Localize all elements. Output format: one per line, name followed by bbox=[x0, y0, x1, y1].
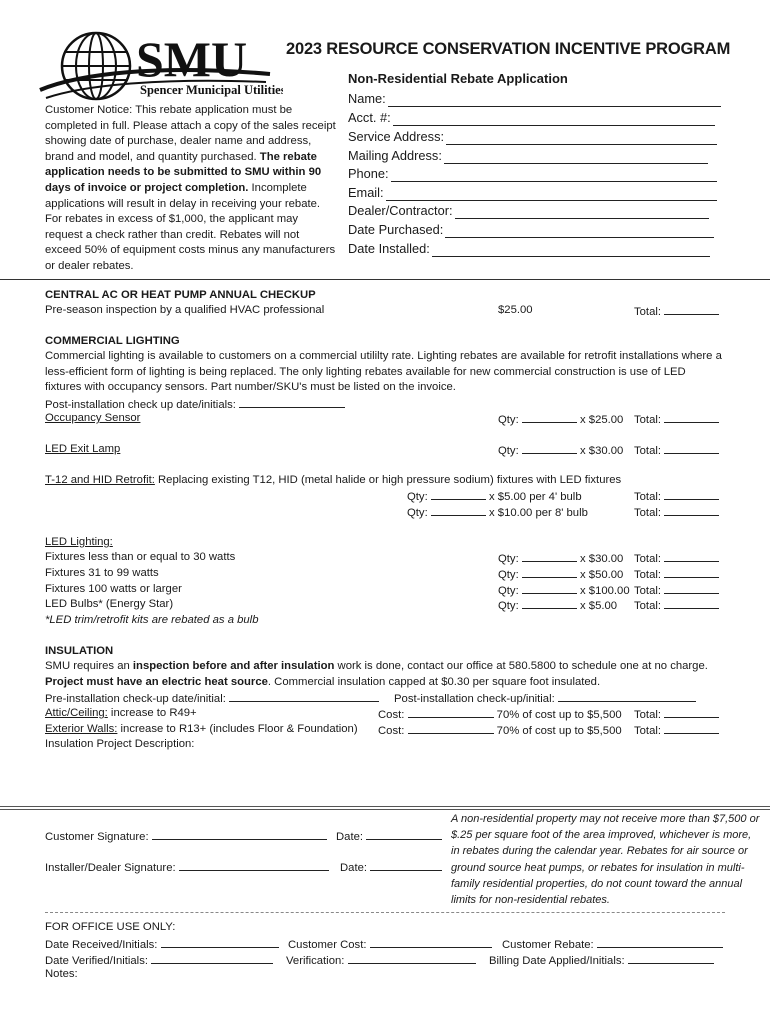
qty-input-line[interactable] bbox=[431, 504, 486, 516]
customer-cost-line[interactable] bbox=[370, 936, 492, 948]
walls-label: Exterior Walls: bbox=[45, 723, 118, 735]
led-item-total[interactable] bbox=[634, 597, 719, 615]
service-address-field[interactable] bbox=[348, 127, 717, 145]
notice-bold-text: The rebate application needs to be submitted to SMU within 90 days of invoice or project completion. bbox=[45, 150, 322, 194]
date-received-line[interactable] bbox=[161, 936, 279, 948]
verification-line[interactable] bbox=[348, 952, 476, 964]
t12-rate-8ft: x $10.00 per 8' bulb bbox=[489, 507, 588, 519]
walls-cost[interactable] bbox=[378, 722, 622, 740]
central-ac-description: Pre-season inspection by a qualified HVAC professional bbox=[45, 304, 325, 316]
qty-label: Qty: bbox=[498, 585, 519, 597]
t12-label: T-12 and HID Retrofit: bbox=[45, 474, 155, 486]
date-verified-field[interactable] bbox=[45, 952, 273, 970]
insulation-project-description-label: Insulation Project Description: bbox=[45, 738, 195, 750]
date-installed-field[interactable] bbox=[348, 239, 710, 257]
attic-label: Attic/Ceiling: bbox=[45, 707, 108, 719]
qty-label: Qty: bbox=[498, 569, 519, 581]
total-label: Total: bbox=[634, 306, 662, 318]
section-divider bbox=[0, 279, 770, 280]
customer-cost-label: Customer Cost: bbox=[288, 939, 367, 951]
led-item-rate: x $5.00 bbox=[580, 600, 618, 612]
qty-label: Qty: bbox=[407, 491, 428, 503]
qty-input-line[interactable] bbox=[522, 566, 577, 578]
cost-terms: 70% of cost up to $5,500 bbox=[496, 725, 622, 737]
billing-date-line[interactable] bbox=[628, 952, 714, 964]
account-input-line[interactable] bbox=[393, 111, 715, 126]
central-ac-heading: CENTRAL AC OR HEAT PUMP ANNUAL CHECKUP bbox=[45, 289, 316, 301]
installer-signature-line[interactable] bbox=[179, 859, 329, 871]
service-address-label: Service Address: bbox=[348, 129, 445, 145]
qty-input-line[interactable] bbox=[522, 411, 577, 423]
globe-logo-icon bbox=[38, 28, 283, 104]
t12-description: Replacing existing T12, HID (metal halide or high pressure sodium) fixtures with LED fixtures bbox=[154, 474, 622, 486]
cost-terms: 70% of cost up to $5,500 bbox=[496, 709, 622, 721]
date-received-label: Date Received/Initials: bbox=[45, 939, 158, 951]
phone-input-line[interactable] bbox=[391, 167, 717, 182]
page-title: 2023 RESOURCE CONSERVATION INCENTIVE PROGRAM bbox=[286, 40, 731, 58]
installer-signature-label: Installer/Dealer Signature: bbox=[45, 862, 176, 874]
pre-install-check-field[interactable] bbox=[45, 690, 379, 708]
led-item-description: Fixtures less than or equal to 30 watts bbox=[45, 551, 236, 563]
total-input-line[interactable] bbox=[664, 488, 719, 500]
cost-input-line[interactable] bbox=[408, 722, 494, 734]
walls-total[interactable] bbox=[634, 722, 719, 740]
date-verified-label: Date Verified/Initials: bbox=[45, 955, 148, 967]
email-input-line[interactable] bbox=[386, 186, 717, 201]
total-input-line[interactable] bbox=[664, 550, 719, 562]
dealer-contractor-label: Dealer/Contractor: bbox=[348, 203, 453, 219]
t12-4ft-total[interactable] bbox=[634, 488, 719, 506]
attic-cost[interactable] bbox=[378, 706, 622, 724]
led-item-total[interactable] bbox=[634, 566, 719, 584]
led-item-description: Fixtures 31 to 99 watts bbox=[45, 567, 159, 579]
email-field[interactable] bbox=[348, 183, 717, 201]
customer-rebate-line[interactable] bbox=[597, 936, 723, 948]
total-label: Total: bbox=[634, 600, 662, 612]
exit-rate: x $30.00 bbox=[580, 445, 624, 457]
name-field[interactable] bbox=[348, 89, 721, 107]
led-item-total[interactable] bbox=[634, 550, 719, 568]
billing-date-label: Billing Date Applied/Initials: bbox=[489, 955, 625, 967]
post-install-check-label: Post-installation check up date/initials: bbox=[45, 399, 236, 411]
account-field[interactable] bbox=[348, 108, 715, 126]
mailing-address-field[interactable] bbox=[348, 146, 708, 164]
phone-label: Phone: bbox=[348, 166, 389, 182]
attic-description: increase to R49+ bbox=[107, 707, 197, 719]
qty-input-line[interactable] bbox=[522, 597, 577, 609]
name-input-line[interactable] bbox=[388, 92, 721, 107]
led-note: *LED trim/retrofit kits are rebated as a bulb bbox=[45, 614, 259, 626]
qty-label: Qty: bbox=[498, 445, 519, 457]
installer-date-field[interactable] bbox=[340, 859, 442, 877]
date-input-line[interactable] bbox=[370, 859, 442, 871]
customer-rebate-field[interactable] bbox=[502, 936, 723, 954]
occupancy-sensor-qty[interactable] bbox=[498, 411, 623, 429]
smu-logo bbox=[38, 28, 283, 104]
insulation-bold-text: Project must have an electric heat source bbox=[45, 675, 268, 688]
mailing-address-input-line[interactable] bbox=[444, 149, 708, 164]
qty-label: Qty: bbox=[498, 553, 519, 565]
total-label: Total: bbox=[634, 585, 662, 597]
commercial-lighting-description: Commercial lighting is available to customers on a commercial utililty rate. Lighting rebates are available for retrofit installations where a less-efficient form of lighting is being replaced. The only lighting rebates available for new commercial construction is use of LED fixtures with occupancy sensors. Part number/SKU's must be listed on the invoice. bbox=[45, 350, 722, 394]
date-received-field[interactable] bbox=[45, 936, 279, 954]
total-label: Total: bbox=[634, 709, 662, 721]
rebate-limit-footnote: A non-residential property may not receive more than $7,500 or $.25 per square foot of the area improved, whichever is more, in rebates during the calendar year. Rebates for air source or ground source heat pumps, or rebates for insulation in multi-family residential properties, do not count toward the annual limits for non-residential rebates. bbox=[451, 813, 760, 907]
t12-4ft-qty[interactable] bbox=[407, 488, 582, 506]
post-install-insulation-field[interactable] bbox=[394, 690, 696, 708]
cost-input-line[interactable] bbox=[408, 706, 494, 718]
led-item-qty[interactable] bbox=[498, 566, 623, 584]
notes-label: Notes: bbox=[45, 968, 78, 980]
exterior-walls-row bbox=[45, 722, 358, 738]
date-purchased-input-line[interactable] bbox=[445, 223, 714, 238]
customer-signature-line[interactable] bbox=[152, 828, 327, 840]
application-subtitle: Non-Residential Rebate Application bbox=[348, 71, 568, 86]
pre-install-input-line[interactable] bbox=[229, 690, 379, 702]
t12-rate-4ft: x $5.00 per 4' bulb bbox=[489, 491, 582, 503]
total-input-line[interactable] bbox=[664, 303, 719, 315]
total-label: Total: bbox=[634, 553, 662, 565]
customer-cost-field[interactable] bbox=[288, 936, 492, 954]
total-label: Total: bbox=[634, 507, 662, 519]
cost-label: Cost: bbox=[378, 725, 405, 737]
insulation-project-description-area[interactable] bbox=[45, 752, 725, 802]
led-exit-lamp-label: LED Exit Lamp bbox=[45, 443, 121, 455]
total-label: Total: bbox=[634, 414, 662, 426]
total-label: Total: bbox=[634, 491, 662, 503]
insulation-text: . Commercial insulation capped at $0.30 per square foot insulated. bbox=[267, 675, 601, 688]
account-label: Acct. #: bbox=[348, 110, 391, 126]
qty-label: Qty: bbox=[407, 507, 428, 519]
led-item-rate: x $30.00 bbox=[580, 553, 624, 565]
verification-field[interactable] bbox=[286, 952, 476, 970]
signature-divider bbox=[0, 809, 770, 810]
total-label: Total: bbox=[634, 725, 662, 737]
t12-8ft-qty[interactable] bbox=[407, 504, 588, 522]
led-exit-lamp-qty[interactable] bbox=[498, 442, 623, 460]
total-input-line[interactable] bbox=[664, 566, 719, 578]
date-installed-label: Date Installed: bbox=[348, 241, 430, 257]
email-label: Email: bbox=[348, 185, 384, 201]
occupancy-sensor-label: Occupancy Sensor bbox=[45, 412, 141, 424]
cost-label: Cost: bbox=[378, 709, 405, 721]
pre-install-label: Pre-installation check-up date/initial: bbox=[45, 693, 226, 705]
date-label: Date: bbox=[336, 831, 364, 843]
name-label: Name: bbox=[348, 91, 386, 107]
office-use-heading: FOR OFFICE USE ONLY: bbox=[45, 921, 176, 933]
led-item-description: LED Bulbs* (Energy Star) bbox=[45, 598, 174, 610]
notice-text-1: Customer Notice: This rebate application must be completed in full. Please attach a copy of the sales receipt showing date of purchase, dealer name and address, brand and model, and quantity purchased. bbox=[45, 104, 336, 163]
t12-8ft-total[interactable] bbox=[634, 504, 719, 522]
customer-rebate-label: Customer Rebate: bbox=[502, 939, 594, 951]
logo-subtext: Spencer Municipal Utilities bbox=[140, 83, 283, 97]
insulation-bold-text: inspection before and after insulation bbox=[132, 660, 335, 672]
insulation-text: SMU requires an bbox=[45, 660, 133, 672]
service-address-input-line[interactable] bbox=[446, 130, 717, 145]
date-verified-line[interactable] bbox=[151, 952, 273, 964]
logo-text: SMU bbox=[136, 31, 248, 87]
attic-total[interactable] bbox=[634, 706, 719, 724]
attic-row bbox=[45, 706, 197, 722]
post-install-label: Post-installation check-up/initial: bbox=[394, 693, 555, 705]
signature-divider bbox=[0, 806, 770, 807]
occupancy-rate: x $25.00 bbox=[580, 414, 624, 426]
total-input-line[interactable] bbox=[664, 411, 719, 423]
led-item-description: Fixtures 100 watts or larger bbox=[45, 583, 182, 595]
dealer-contractor-input-line[interactable] bbox=[455, 204, 709, 219]
post-install-check-input-line[interactable] bbox=[239, 396, 345, 408]
office-divider bbox=[45, 912, 725, 913]
insulation-description bbox=[45, 659, 725, 690]
qty-input-line[interactable] bbox=[431, 488, 486, 500]
date-installed-input-line[interactable] bbox=[432, 242, 710, 257]
dealer-contractor-field[interactable] bbox=[348, 201, 709, 219]
qty-input-line[interactable] bbox=[522, 442, 577, 454]
total-label: Total: bbox=[634, 569, 662, 581]
date-label: Date: bbox=[340, 862, 368, 874]
occupancy-sensor-total[interactable] bbox=[634, 411, 719, 429]
mailing-address-label: Mailing Address: bbox=[348, 148, 442, 164]
qty-input-line[interactable] bbox=[522, 550, 577, 562]
notice-text-2: Incomplete applications will result in delay in receiving your rebate. For rebates in excess of $1,000, the applicant may request a check rather than credit. Rebates will not exceed 50% of equipment costs minus any manufacturers or dealer rebates. bbox=[45, 181, 336, 272]
qty-label: Qty: bbox=[498, 414, 519, 426]
date-input-line[interactable] bbox=[366, 828, 442, 840]
led-exit-lamp-total[interactable] bbox=[634, 442, 719, 460]
customer-notice bbox=[45, 103, 337, 275]
billing-date-field[interactable] bbox=[489, 952, 714, 970]
installer-signature-field[interactable] bbox=[45, 859, 329, 877]
total-input-line[interactable] bbox=[664, 582, 719, 594]
total-input-line[interactable] bbox=[664, 442, 719, 454]
customer-date-field[interactable] bbox=[336, 828, 442, 846]
date-purchased-field[interactable] bbox=[348, 220, 714, 238]
led-item-rate: x $50.00 bbox=[580, 569, 624, 581]
verification-label: Verification: bbox=[286, 955, 345, 967]
qty-label: Qty: bbox=[498, 600, 519, 612]
qty-input-line[interactable] bbox=[522, 582, 577, 594]
total-input-line[interactable] bbox=[664, 504, 719, 516]
total-input-line[interactable] bbox=[664, 597, 719, 609]
insulation-text: work is done, contact our office at 580.5800 to schedule one at no charge. bbox=[334, 660, 708, 672]
customer-signature-field[interactable] bbox=[45, 828, 327, 846]
central-ac-price: $25.00 bbox=[498, 304, 533, 316]
total-input-line[interactable] bbox=[664, 706, 719, 718]
led-item-qty[interactable] bbox=[498, 597, 617, 615]
customer-signature-label: Customer Signature: bbox=[45, 831, 149, 843]
led-item-qty[interactable] bbox=[498, 550, 623, 568]
total-input-line[interactable] bbox=[664, 722, 719, 734]
commercial-lighting-heading: COMMERCIAL LIGHTING bbox=[45, 335, 180, 347]
post-install-input-line[interactable] bbox=[558, 690, 696, 702]
total-label: Total: bbox=[634, 445, 662, 457]
central-ac-total[interactable] bbox=[634, 303, 719, 321]
led-item-rate: x $100.00 bbox=[580, 585, 630, 597]
date-purchased-label: Date Purchased: bbox=[348, 222, 444, 238]
t12-retrofit-row bbox=[45, 473, 621, 489]
led-lighting-label: LED Lighting: bbox=[45, 536, 113, 548]
phone-field[interactable] bbox=[348, 164, 717, 182]
walls-description: increase to R13+ (includes Floor & Foundation) bbox=[117, 723, 358, 735]
insulation-heading: INSULATION bbox=[45, 645, 114, 657]
